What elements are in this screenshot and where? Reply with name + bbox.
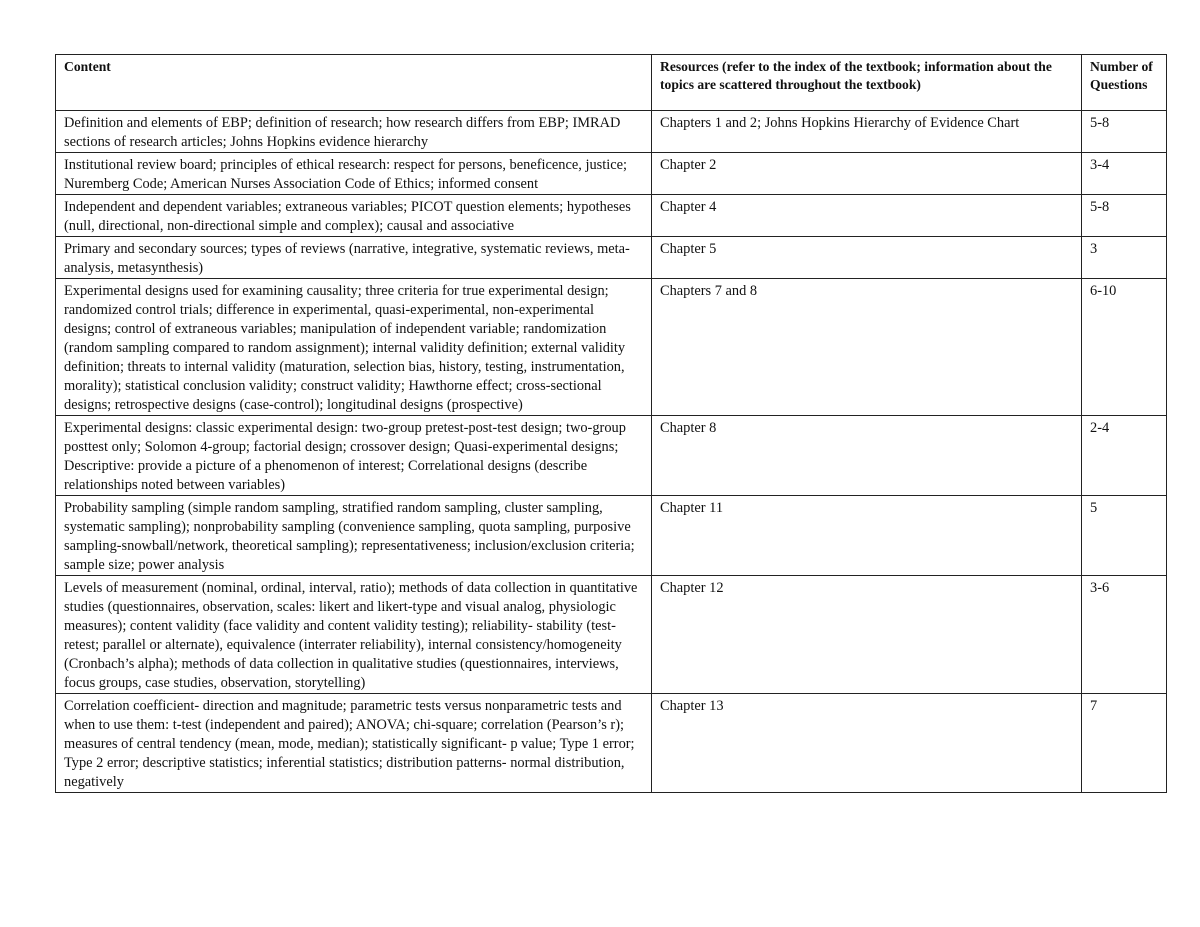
header-row [56,55,1167,111]
table-row [56,153,1167,195]
questions-cell: 7 [1082,694,1167,793]
resources-cell: Chapter 12 [652,576,1082,694]
questions-cell: 3-6 [1082,576,1167,694]
resources-cell: Chapter 13 [652,694,1082,793]
header-resources: Resources (refer to the index of the textbook; information about the topics are scattered throughout the textbook) [652,55,1082,111]
content-cell: Institutional review board; principles of ethical research: respect for persons, beneficence, justice; Nuremberg Code; American Nurses Association Code of Ethics; informed consent [56,153,652,195]
content-cell: Experimental designs used for examining causality; three criteria for true experimental design; randomized control trials; difference in experimental, quasi-experimental, non-experimental designs; control of extraneous variables; manipulation of independent variable; randomization (random sampling compared to random assignment); internal validity definition; external validity definition; threats to internal validity (maturation, selection bias, history, testing, instrumentation, morality); statistical conclusion validity; construct validity; Hawthorne effect; cross-sectional designs; retrospective designs (case-control); longitudinal designs (prospective) [56,279,652,416]
questions-cell: 5-8 [1082,195,1167,237]
table-row [56,279,1167,416]
content-cell: Independent and dependent variables; extraneous variables; PICOT question elements; hypotheses (null, directional, non-directional simple and complex); causal and associative [56,195,652,237]
resources-cell: Chapter 5 [652,237,1082,279]
content-cell: Levels of measurement (nominal, ordinal, interval, ratio); methods of data collection in quantitative studies (questionnaires, observation, scales: likert and likert-type and visual analog, physiologic measures); content validity (face validity and content validity testing); reliability- stability (test-retest; parallel or alternate), equivalence (interrater reliability), internal consistency/homogeneity (Cronbach’s alpha); methods of data collection in qualitative studies (questionnaires, interviews, focus groups, case studies, observation, storytelling) [56,576,652,694]
table-row [56,496,1167,576]
resources-cell: Chapters 7 and 8 [652,279,1082,416]
resources-cell: Chapters 1 and 2; Johns Hopkins Hierarchy of Evidence Chart [652,111,1082,153]
table-row [56,111,1167,153]
questions-cell: 5-8 [1082,111,1167,153]
content-cell: Primary and secondary sources; types of reviews (narrative, integrative, systematic reviews, meta-analysis, metasynthesis) [56,237,652,279]
table-row [56,237,1167,279]
content-cell: Definition and elements of EBP; definition of research; how research differs from EBP; IMRAD sections of research articles; Johns Hopkins evidence hierarchy [56,111,652,153]
resources-cell: Chapter 4 [652,195,1082,237]
resources-cell: Chapter 8 [652,416,1082,496]
content-cell: Probability sampling (simple random sampling, stratified random sampling, cluster sampling, systematic sampling); nonprobability sampling (convenience sampling, quota sampling, purposive sampling-snowball/network, theoretical sampling); representativeness; inclusion/exclusion criteria; sample size; power analysis [56,496,652,576]
table-row [56,694,1167,793]
resources-cell: Chapter 2 [652,153,1082,195]
table-row [56,416,1167,496]
table-row [56,195,1167,237]
header-number-of-questions: Number of Questions [1082,55,1167,111]
questions-cell: 6-10 [1082,279,1167,416]
questions-cell: 3-4 [1082,153,1167,195]
resources-cell: Chapter 11 [652,496,1082,576]
content-cell: Correlation coefficient- direction and magnitude; parametric tests versus nonparametric tests and when to use them: t-test (independent and paired); ANOVA; chi-square; correlation (Pearson’s r); measures of central tendency (mean, mode, median); statistically significant- p value; Type 1 error; Type 2 error; descriptive statistics; inferential statistics; distribution patterns- normal distribution, negatively [56,694,652,793]
header-content: Content [56,55,652,111]
questions-cell: 5 [1082,496,1167,576]
topics-table [55,54,1167,793]
content-cell: Experimental designs: classic experimental design: two-group pretest-post-test design; two-group posttest only; Solomon 4-group; factorial design; crossover design; Quasi-experimental designs; Descriptive: provide a picture of a phenomenon of interest; Correlational designs (describe relationships noted between variables) [56,416,652,496]
table-row [56,576,1167,694]
questions-cell: 3 [1082,237,1167,279]
questions-cell: 2-4 [1082,416,1167,496]
